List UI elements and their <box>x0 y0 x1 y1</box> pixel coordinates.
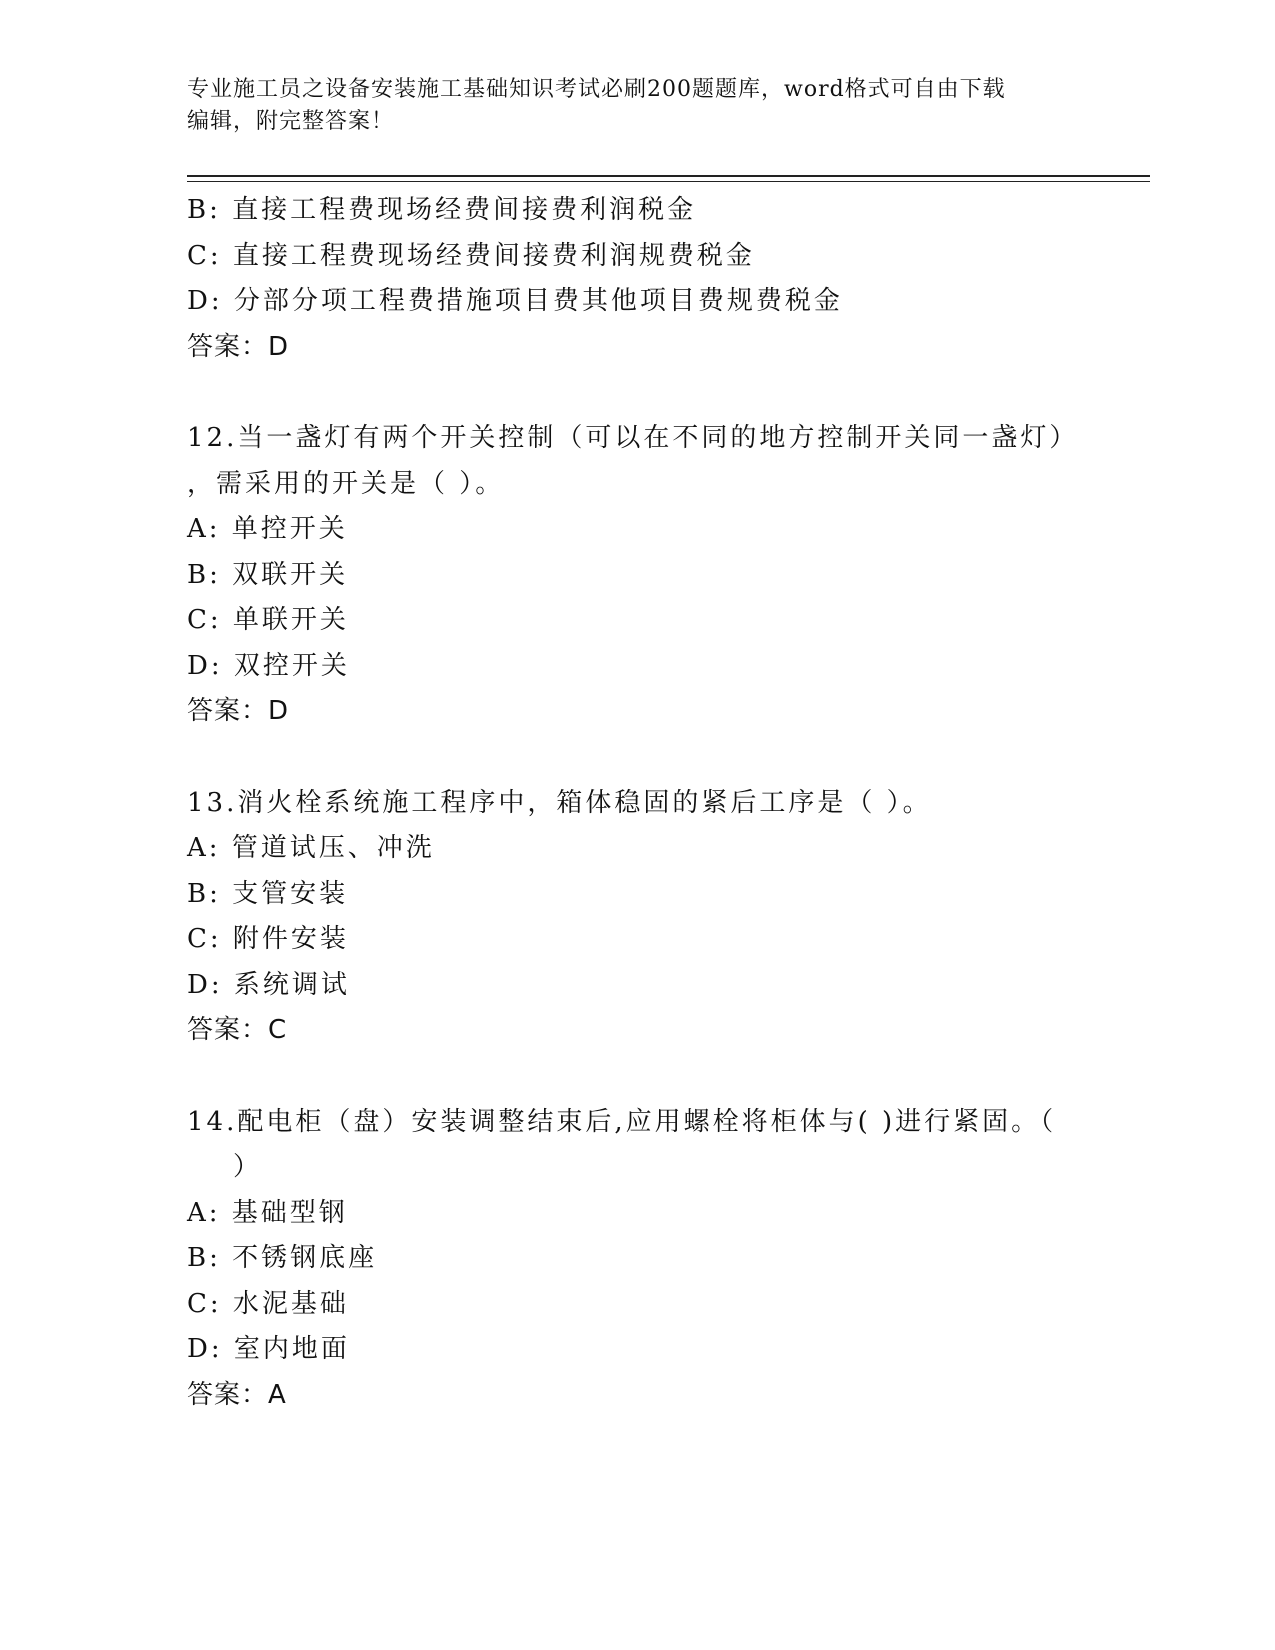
q14-option-d: D: 室内地面 <box>187 1334 350 1364</box>
q11-option-d: D: 分部分项工程费措施项目费其他项目费规费税金 <box>187 286 843 316</box>
header-divider-thin <box>187 181 1150 182</box>
q12-option-a: A: 单控开关 <box>187 514 348 544</box>
question-12 <box>187 416 1087 735</box>
q13-option-b: B: 支管安装 <box>187 878 349 909</box>
q13-answer: 答案：C <box>187 1015 288 1045</box>
q14-option-b: B: 不锈钢底座 <box>187 1243 378 1273</box>
q12-option-c: C: 单联开关 <box>187 605 349 635</box>
q12-option-b: B: 双联开关 <box>187 559 349 590</box>
spacer <box>187 735 1087 781</box>
header-title-line1: 专业施工员之设备安装施工基础知识考试必刷200题题库，word格式可自由下载 <box>187 77 1006 102</box>
q12-stem-line1: 12.当一盏灯有两个开关控制（可以在不同的地方控制开关同一盏灯） <box>187 423 1079 453</box>
q14-option-a: A: 基础型钢 <box>187 1197 348 1228</box>
header-divider-thick <box>187 175 1150 177</box>
q12-answer: 答案：D <box>187 696 290 726</box>
question-content <box>187 188 1087 1418</box>
q12-option-d: D: 双控开关 <box>187 650 350 681</box>
question-14 <box>187 1100 1087 1419</box>
q11-option-b: B: 直接工程费现场经费间接费利润税金 <box>187 195 697 225</box>
spacer <box>187 1054 1087 1100</box>
question-11-tail <box>187 188 1087 370</box>
q13-stem-line1: 13.消火栓系统施工程序中，箱体稳固的紧后工序是（ ）。 <box>187 787 932 818</box>
q11-answer: 答案：D <box>187 331 290 362</box>
q12-stem-line2: ，需采用的开关是（ ）。 <box>187 468 505 499</box>
page-header <box>187 74 1087 138</box>
header-title-line2: 编辑，附完整答案！ <box>187 109 395 134</box>
spacer <box>187 370 1087 416</box>
q14-option-c: C: 水泥基础 <box>187 1288 349 1319</box>
q13-option-c: C: 附件安装 <box>187 924 349 954</box>
question-13 <box>187 781 1087 1054</box>
q13-option-d: D: 系统调试 <box>187 969 350 1000</box>
q14-stem-line2: ） <box>233 1152 263 1182</box>
q11-option-c: C: 直接工程费现场经费间接费利润规费税金 <box>187 240 755 271</box>
q14-stem-line1: 14.配电柜（盘）安装调整结束后,应用螺栓将柜体与( )进行紧固。（ <box>187 1106 1057 1137</box>
q13-option-a: A: 管道试压、冲洗 <box>187 833 435 863</box>
q14-answer: 答案：A <box>187 1379 287 1410</box>
